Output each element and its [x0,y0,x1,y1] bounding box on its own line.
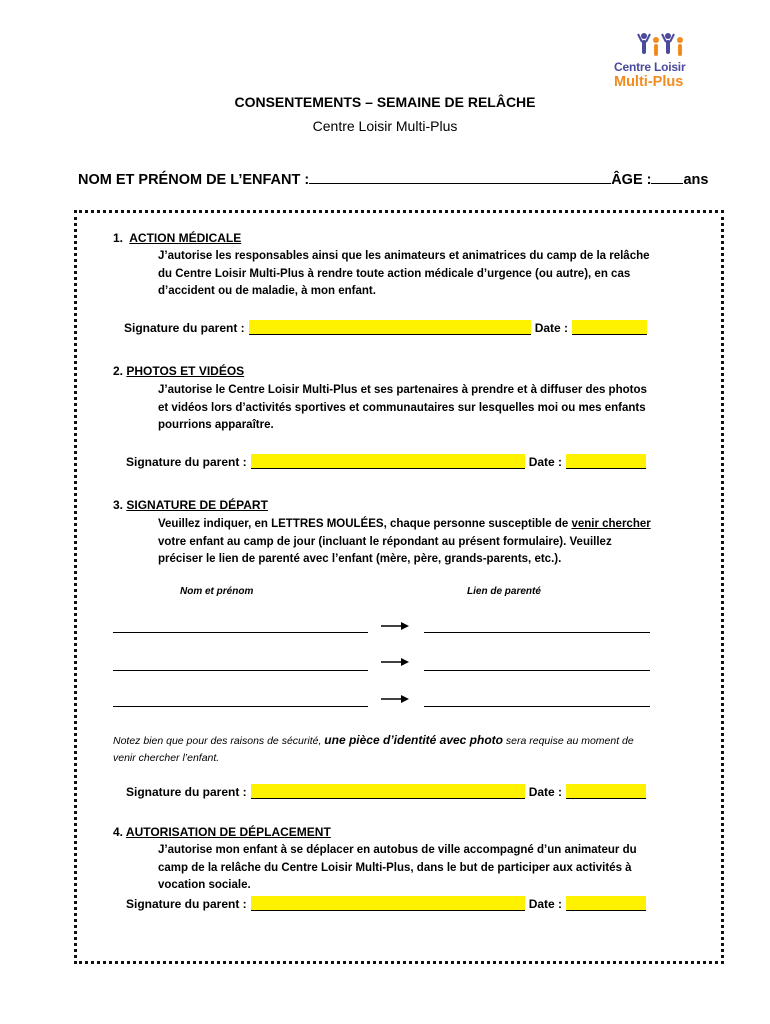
signature-field[interactable] [251,454,525,469]
date-label: Date : [528,896,563,911]
pickup-relation-line[interactable] [424,632,650,633]
text-line: J’autorise mon enfant à se déplacer en autobus de ville accompagné d’un animateur du [158,844,637,856]
arrow-right-icon [381,694,409,704]
section-depart-text [158,516,668,569]
section-deplacement-text [158,842,668,895]
column-header-name: Nom et prénom [180,586,254,597]
date-label: Date : [534,320,569,335]
pickup-name-line[interactable] [113,706,368,707]
note-line [113,732,673,750]
pickup-name-line[interactable] [113,632,368,633]
text-line: camp de la relâche du Centre Loisir Multi-Plus, dans le but de participer aux activités à [158,861,632,874]
centre-loisir-logo [610,30,705,94]
date-field[interactable] [566,454,646,469]
child-name-age-line [78,169,708,188]
date-field[interactable] [572,320,647,335]
date-field[interactable] [566,784,646,799]
section-number: 2. [113,364,124,378]
section-title: ACTION MÉDICALE [129,231,242,245]
note-part: Notez bien que pour des raisons de sécurité, [113,735,325,747]
signature-row-medical [124,320,647,335]
text-line: J’autorise les responsables ainsi que les animateurs et animatrices du camp de la relâche [158,250,650,262]
age-unit: ans [683,172,709,188]
text-line: votre enfant au camp de jour (incluant le répondant au présent formulaire). Veuillez [158,535,612,548]
section-medical-heading [113,231,241,245]
text-line [158,516,668,534]
section-title: PHOTOS ET VIDÉOS [126,364,245,378]
column-header-relation: Lien de parenté [467,586,541,597]
text-line: préciser le lien de parenté avec l’enfant (mère, père, grands-parents, etc.). [158,553,562,566]
section-medical-text [158,248,668,301]
age-field[interactable] [651,169,683,184]
text-line: vocation sociale. [158,879,251,892]
signature-row-deplacement [126,896,646,911]
date-field[interactable] [566,896,646,911]
section-number: 4. [113,825,124,839]
child-name-label: NOM ET PRÉNOM DE L’ENFANT : [78,172,310,188]
section-number: 3. [113,498,124,512]
arrow-right-icon [381,657,409,667]
note-emphasis: une pièce d’identité avec photo [324,733,503,747]
date-label: Date : [528,454,563,469]
text-line: du Centre Loisir Multi-Plus à rendre toute action médicale d’urgence (ou autre), en cas [158,267,631,280]
section-deplacement-heading [113,825,331,839]
date-label: Date : [528,784,563,799]
page-subtitle: Centre Loisir Multi-Plus [312,118,458,134]
signature-label: Signature du parent : [124,320,245,335]
section-photos-text [158,382,668,435]
logo-line1: Centre Loisir [614,60,686,74]
section-title: SIGNATURE DE DÉPART [126,498,268,512]
text-line-part: Veuillez indiquer, en LETTRES MOULÉES, chaque personne susceptible de [158,518,572,530]
signature-field[interactable] [251,784,525,799]
signature-field[interactable] [251,896,525,911]
section-title: AUTORISATION DE DÉPLACEMENT [125,825,331,839]
text-line: pourrions apparaître. [158,419,274,432]
arrow-right-icon [381,621,409,631]
section-depart-heading [113,498,268,512]
note-part: sera requise au moment de [503,735,634,747]
venir-chercher-text: venir chercher [571,518,651,530]
text-line: d’accident ou de maladie, à mon enfant. [158,285,376,298]
signature-row-photos [126,454,646,469]
pickup-relation-line[interactable] [424,706,650,707]
age-label: ÂGE : [611,172,652,188]
pickup-name-line[interactable] [113,670,368,671]
signature-label: Signature du parent : [126,896,247,911]
text-line: et vidéos lors d’activités sportives et communautaires sur lesquelles moi ou mes enfants [158,401,646,414]
note-line: venir chercher l’enfant. [113,752,220,764]
pickup-relation-line[interactable] [424,670,650,671]
signature-field[interactable] [249,320,531,335]
section-photos-heading [113,364,244,378]
signature-label: Signature du parent : [126,454,247,469]
text-line: J’autorise le Centre Loisir Multi-Plus et ses partenaires à prendre et à diffuser des photos [158,384,647,396]
signature-label: Signature du parent : [126,784,247,799]
figures-icon [610,30,705,62]
logo-line2: Multi-Plus [614,74,684,90]
page-title: CONSENTEMENTS – SEMAINE DE RELÂCHE [234,94,536,110]
signature-row-depart [126,784,646,799]
child-name-field[interactable] [309,169,611,184]
security-note [113,732,673,767]
section-number: 1. [113,231,124,245]
